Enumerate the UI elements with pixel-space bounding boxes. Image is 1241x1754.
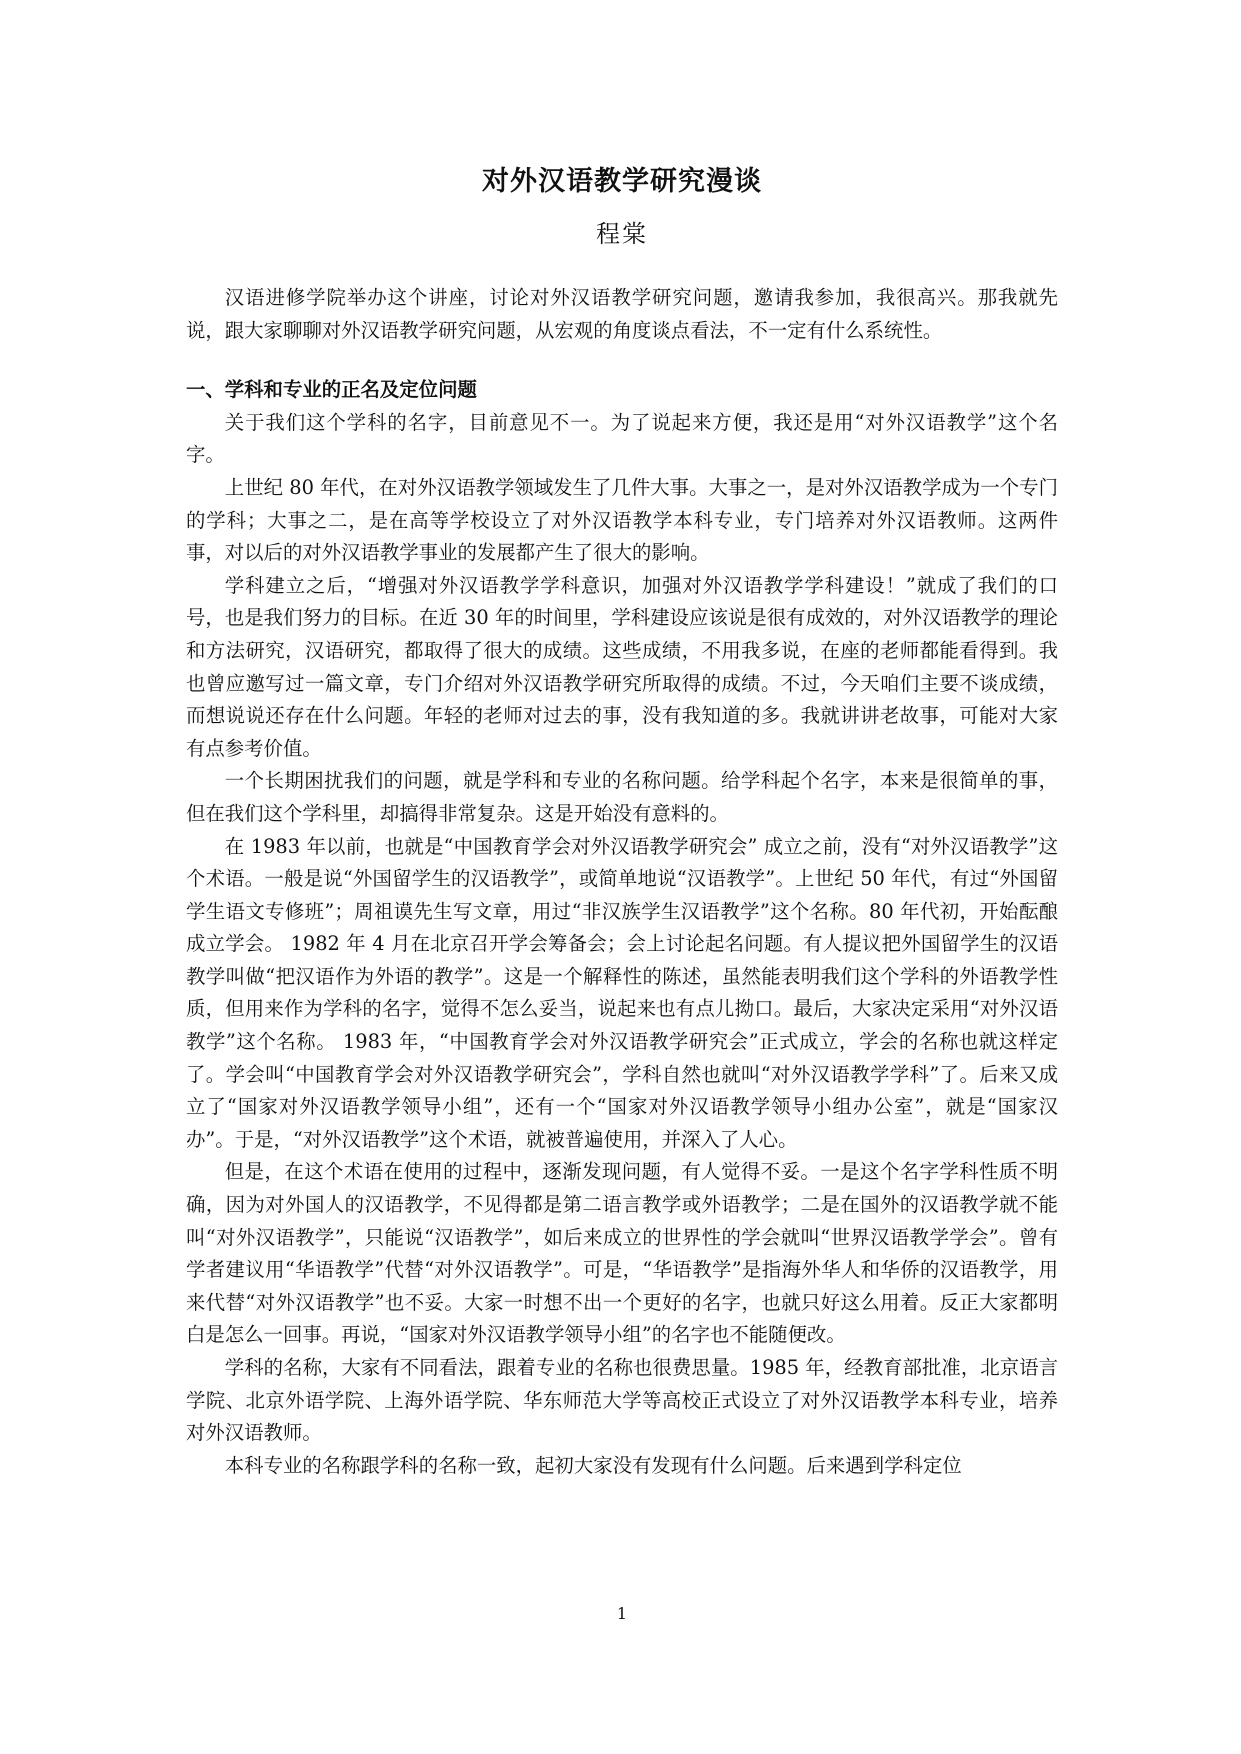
page-number: 1	[616, 1604, 628, 1623]
body-paragraph: 学科建立之后，“增强对外汉语教学学科意识，加强对外汉语教学学科建设！”就成了我们的口号，也是我们努力的目标。在近 30 年的时间里，学科建设应该说是很有成效的，对外汉语教学的理论和方法研究，汉语研究，都取得了很大的成绩。这些成绩，不用我多说，在座的老师都能看得到。我也曾应邀写过一篇文章，专门介绍对外汉语教学研究所取得的成绩。不过，今天咱们主要不谈成绩，而想说说还存在什么问题。年轻的老师对过去的事，没有我知道的多。我就讲讲老故事，可能对大家有点参考价值。	[186, 573, 1058, 760]
body-paragraph: 上世纪 80 年代，在对外汉语教学领域发生了几件大事。大事之一，是对外汉语教学成为一个专门的学科；大事之二，是在高等学校设立了对外汉语教学本科专业，专门培养对外汉语教师。这两件事，对以后的对外汉语教学事业的发展都产生了很大的影响。	[186, 475, 1058, 565]
document-body	[186, 282, 1058, 1482]
document-author: 程棠	[596, 220, 648, 248]
body-paragraph: 一个长期困扰我们的问题，就是学科和专业的名称问题。给学科起个名字，本来是很简单的事，但在我们这个学科里，却搞得非常复杂。这是开始没有意料的。	[186, 769, 1058, 825]
body-paragraph: 关于我们这个学科的名字，目前意见不一。为了说起来方便，我还是用“对外汉语教学”这个名字。	[186, 410, 1058, 467]
body-paragraph: 但是，在这个术语在使用的过程中，逐渐发现问题，有人觉得不妥。一是这个名字学科性质不明确，因为对外国人的汉语教学，不见得都是第二语言教学或外语教学；二是在国外的汉语教学就不能叫“对外汉语教学”，只能说“汉语教学”，如后来成立的世界性的学会就叫“世界汉语教学学会”。曾有学者建议用“华语教学”代替“对外汉语教学”。可是，“华语教学”是指海外华人和华侨的汉语教学，用来代替“对外汉语教学”也不妥。大家一时想不出一个更好的名字，也就只好这么用着。反正大家都明白是怎么一回事。再说，“国家对外汉语教学领导小组”的名字也不能随便改。	[186, 1160, 1058, 1347]
body-paragraph: 在 1983 年以前，也就是“中国教育学会对外汉语教学研究会” 成立之前，没有“对外汉语教学”这个术语。一般是说“外国留学生的汉语教学”，或简单地说“汉语教学”。上世纪 50 年代，有过“外国留学生语文专修班”；周祖谟先生写文章，用过“非汉族学生汉语教学”这个名称。80 年代初，开始酝酿成立学会。 1982 年 4 月在北京召开学会筹备会；会上讨论起名问题。有人提议把外国留学生的汉语教学叫做“把汉语作为外语的教学”。这是一个解释性的陈述，虽然能表明我们这个学科的外语教学性质，但用来作为学科的名字，觉得不怎么妥当，说起来也有点儿拗口。最后，大家决定采用“对外汉语教学”这个名称。 1983 年，“中国教育学会对外汉语教学研究会”正式成立，学会的名称也就这样定了。学会叫“中国教育学会对外汉语教学研究会”，学科自然也就叫“对外汉语教学学科”了。后来又成立了“国家对外汉语教学领导小组”，还有一个“国家对外汉语教学领导小组办公室”，就是“国家汉办”。于是，“对外汉语教学”这个术语，就被普遍使用，并深入了人心。	[186, 834, 1058, 1151]
document-title: 对外汉语教学研究漫谈	[482, 166, 762, 197]
body-paragraph: 学科的名称，大家有不同看法，跟着专业的名称也很费思量。1985 年，经教育部批准，北京语言学院、北京外语学院、上海外语学院、华东师范大学等高校正式设立了对外汉语教学本科专业，培养对外汉语教师。	[186, 1356, 1058, 1445]
section-heading: 一、学科和专业的正名及定位问题	[186, 378, 477, 402]
body-paragraph: 本科专业的名称跟学科的名称一致，起初大家没有发现有什么问题。后来遇到学科定位	[224, 1453, 962, 1477]
intro-paragraph: 汉语进修学院举办这个讲座，讨论对外汉语教学研究问题，邀请我参加，我很高兴。那我就先说，跟大家聊聊对外汉语教学研究问题，从宏观的角度谈点看法，不一定有什么系统性。	[186, 286, 1058, 342]
